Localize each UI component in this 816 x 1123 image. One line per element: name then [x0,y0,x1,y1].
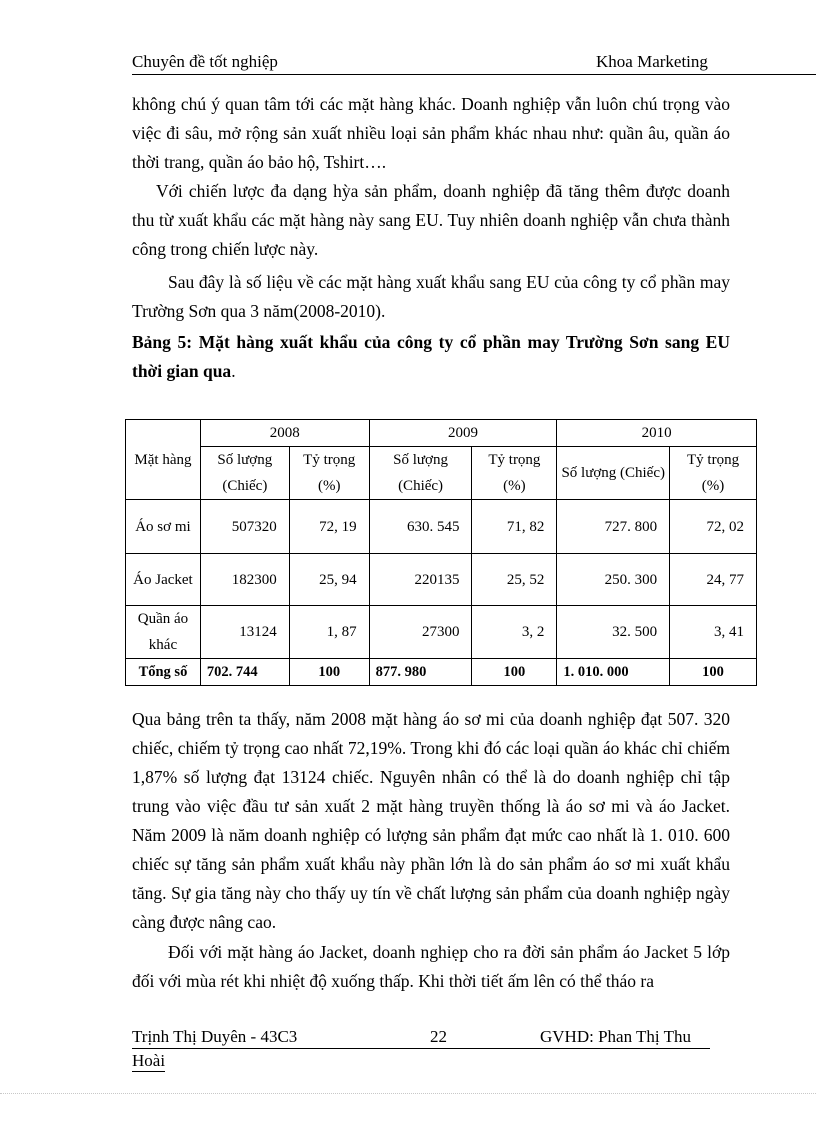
total-cell: 100 [289,659,369,686]
total-cell: 100 [472,659,557,686]
header-title: Chuyên đề tốt nghiệp [132,52,278,71]
header-year-2009: 2009 [369,420,557,447]
cell: 3, 41 [670,606,757,659]
cell: 727. 800 [557,500,670,554]
subheader-pct: Tỷ trọng (%) [289,447,369,500]
row-item: Áo sơ mi [126,500,201,554]
total-cell: 1. 010. 000 [557,659,670,686]
export-table [125,419,757,686]
subheader-qty: Số lượng (Chiếc) [369,447,472,500]
cell: 13124 [200,606,289,659]
paragraph-3: Sau đây là số liệu về các mặt hàng xuất khẩu sang EU của công ty cổ phần may Trường Sơn qua 3 năm(2008-2010). [132,272,730,321]
cell: 24, 77 [670,554,757,606]
cell: 220135 [369,554,472,606]
cell: 507320 [200,500,289,554]
footer-author: Trịnh Thị Duyên - 43C3 [132,1027,298,1046]
cell: 27300 [369,606,472,659]
table-row [126,500,757,554]
table-row [126,606,757,659]
cell: 71, 82 [472,500,557,554]
cell: 25, 52 [472,554,557,606]
table-header-row [126,420,757,447]
table-subheader-row [126,447,757,500]
total-cell: 702. 744 [200,659,289,686]
paragraph-1: không chú ý quan tâm tới các mặt hàng khác. Doanh nghiệp vẫn luôn chú trọng vào việc đi sâu, mở rộng sản xuất nhiều loại sản phẩm khác nhau như: quần âu, quần áo thời trang, quần áo bảo hộ, Tshirt…. [132,94,730,172]
subheader-pct: Tỷ trọng (%) [670,447,757,500]
cell: 72, 19 [289,500,369,554]
header-year-2008: 2008 [200,420,369,447]
cell: 32. 500 [557,606,670,659]
cell: 630. 545 [369,500,472,554]
page-bottom-divider [0,1093,816,1094]
cell: 1, 87 [289,606,369,659]
cell: 182300 [200,554,289,606]
paragraph-5: Đối với mặt hàng áo Jacket, doanh nghiẹp cho ra đời sản phẩm áo Jacket 5 lớp đối với mùa rét khi nhiệt độ xuống thấp. Khi thời tiết ấm lên có thể tháo ra [132,942,730,991]
footer-advisor: GVHD: Phan Thị Thu [540,1027,691,1046]
cell: 25, 94 [289,554,369,606]
cell: 72, 02 [670,500,757,554]
subheader-qty: Số lượng (Chiếc) [557,447,670,500]
header-item: Mặt hàng [126,420,201,500]
total-cell: 100 [670,659,757,686]
page-number: 22 [430,1027,447,1046]
paragraph-4: Qua bảng trên ta thấy, năm 2008 mặt hàng áo sơ mi của doanh nghiệp đạt 507. 320 chiếc, chiếm tỷ trọng cao nhất 72,19%. Trong khi đó các loại quần áo khác chỉ chiếm 1,87% số lượng đạt 13124 chiếc. Nguyên nhân có thể là do doanh nghiệp chỉ tập trung vào việc đầu tư sản xuất 2 mặt hàng truyền thống là áo sơ mi và áo Jacket. Năm 2009 là năm doanh nghiệp có lượng sản phẩm đạt mức cao nhất là 1. 010. 600 chiếc sự tăng sản phẩm xuất khẩu này phần lớn là do sản phẩm áo sơ mi xuất khẩu tăng. Sự gia tăng này cho thấy uy tín về chất lượng sản phẩm của doanh nghiệp ngày càng được nâng cao. [132,709,730,932]
subheader-qty: Số lượng (Chiếc) [200,447,289,500]
row-item: Quần áo khác [126,606,201,659]
table-total-row [126,659,757,686]
table-caption [132,328,730,386]
page-header [132,52,816,75]
header-department: Khoa Marketing [596,52,708,71]
table-caption-text: Bảng 5: Mặt hàng xuất khẩu của công ty cổ phần may Trường Sơn sang EU thời gian qua [132,332,730,381]
row-item: Áo Jacket [126,554,201,606]
table-row [126,554,757,606]
subheader-pct: Tỷ trọng (%) [472,447,557,500]
footer-advisor-continued: Hoài [132,1051,166,1070]
total-label: Tổng số [126,659,201,686]
paragraph-2: Với chiến lược đa dạng hỳa sản phẩm, doanh nghiệp đã tăng thêm được doanh thu từ xuất khẩu các mặt hàng này sang EU. Tuy nhiên doanh nghiệp vẫn chưa thành công trong chiến lược này. [132,181,730,259]
header-year-2010: 2010 [557,420,757,447]
cell: 3, 2 [472,606,557,659]
cell: 250. 300 [557,554,670,606]
table-caption-period: . [231,361,236,381]
total-cell: 877. 980 [369,659,472,686]
footer-rule [132,1048,710,1049]
